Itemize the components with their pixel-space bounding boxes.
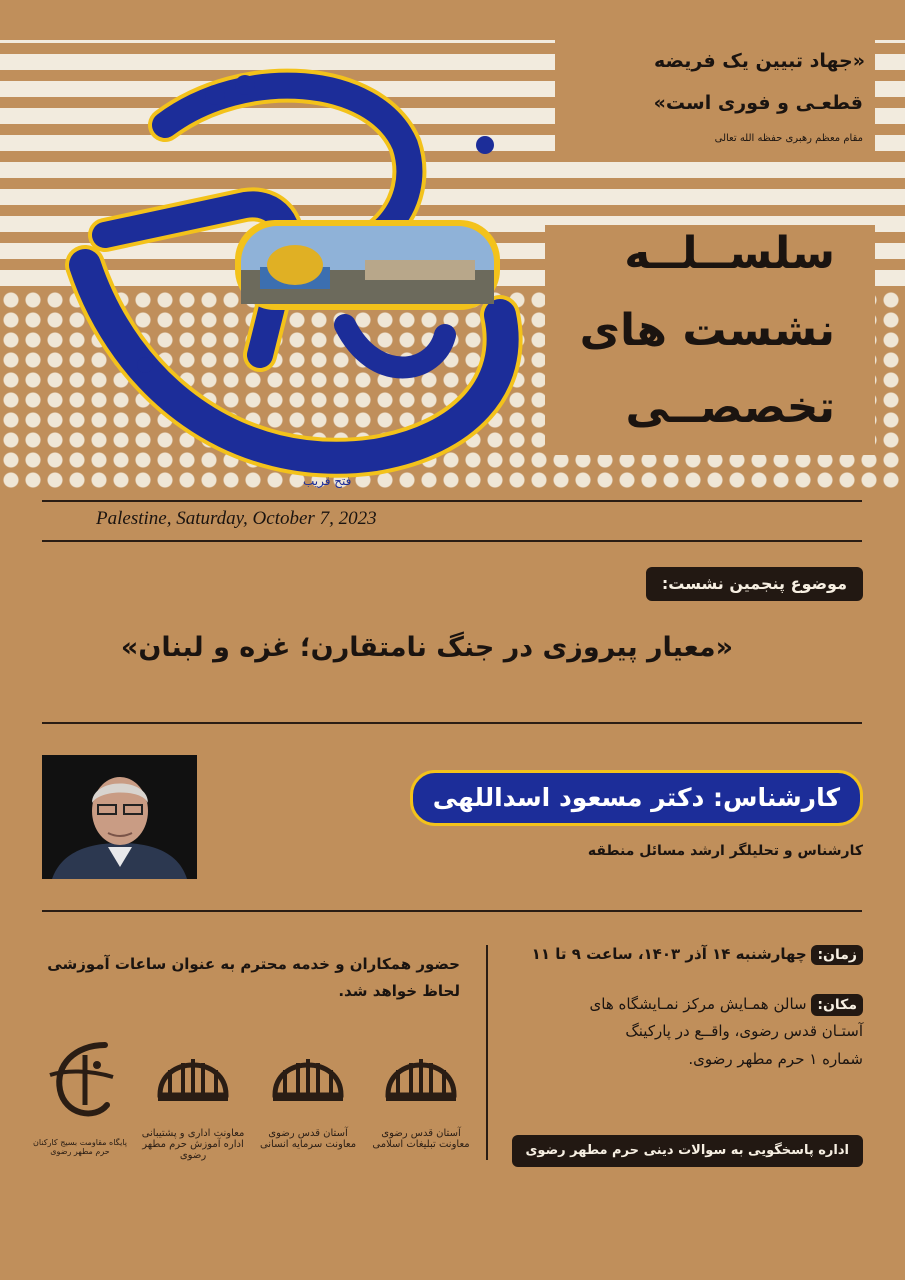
dome-of-the-rock-image [235,220,500,310]
time-value: چهارشنبه ۱۴ آذر ۱۴۰۳، ساعت ۹ تا ۱۱ [531,945,807,963]
series-line-2: نشست های [579,305,835,356]
place-line-3: شماره ۱ حرم مطهر رضوی. [688,1050,863,1068]
time-label-pill: زمان: [811,945,863,965]
speaker-role: کارشناس و تحلیلگر ارشد مسائل منطقه [587,843,863,859]
place-line-2: آستـان قدس رضوی، واقــع در پارکینگ [625,1022,863,1040]
logo-caption-3: آستان قدس رضوی معاونت سرمایه انسانی [259,1128,357,1150]
attendance-note-line-1: حضور همکاران و خدمه محترم به عنوان ساعات آموزشی [47,955,460,973]
shrine-emblem-icon [150,1035,236,1131]
shrine-emblem-icon [265,1035,351,1131]
quote-line-2: قطعـی و فوری است» [653,92,863,114]
kar-aseman-logo [35,1035,121,1131]
divider-speaker [42,910,862,912]
topic-title: «معیار پیروزی در جنگ نامتقارن؛ غزه و لبنان» [120,632,734,663]
time-row [523,945,863,965]
shrine-emblem-icon [378,1035,464,1131]
topic-label-pill: موضوع پنجمین نشست: [646,567,863,601]
divider-bottom-date [42,540,862,542]
logo-caption-2: معاونت اداری و پشتیبانی اداره آموزش حرم مطهر رضوی [141,1128,245,1161]
place-label-pill: مکان: [811,994,863,1016]
top-fade [0,0,905,40]
brand-calligraphy-logo [45,55,565,495]
vertical-divider [486,945,488,1160]
dateline: Palestine, Saturday, October 7, 2023 [96,508,377,529]
attendance-note-line-2: لحاظ خواهد شد. [338,982,460,1000]
organizer-pill: اداره پاسخگویی به سوالات دینی حرم مطهر رضوی [512,1135,863,1167]
speaker-portrait [42,755,197,879]
series-line-3: تخصصــی [625,382,835,433]
brand-title-text: فتح قریب [303,474,352,488]
logo-caption-1: پایگاه مقاومت بسیج کارکنان حرم مطهر رضوی [33,1138,127,1156]
quote-line-1: «جهاد تبیین یک فریضه [654,50,865,72]
logo-caption-4: آستان قدس رضوی معاونت تبلیغات اسلامی [372,1128,470,1150]
place-row [523,992,863,1016]
divider-top [42,500,862,502]
place-line-1: سالن همـایش مرکز نمـایشگاه های [589,995,807,1013]
quote-attribution: مقام معظم رهبری حفظه الله تعالی [714,133,863,144]
divider-topic [42,722,862,724]
series-line-1: سلســلــه [624,228,835,279]
speaker-name-badge: کارشناس: دکتر مسعود اسداللهی [410,770,863,826]
